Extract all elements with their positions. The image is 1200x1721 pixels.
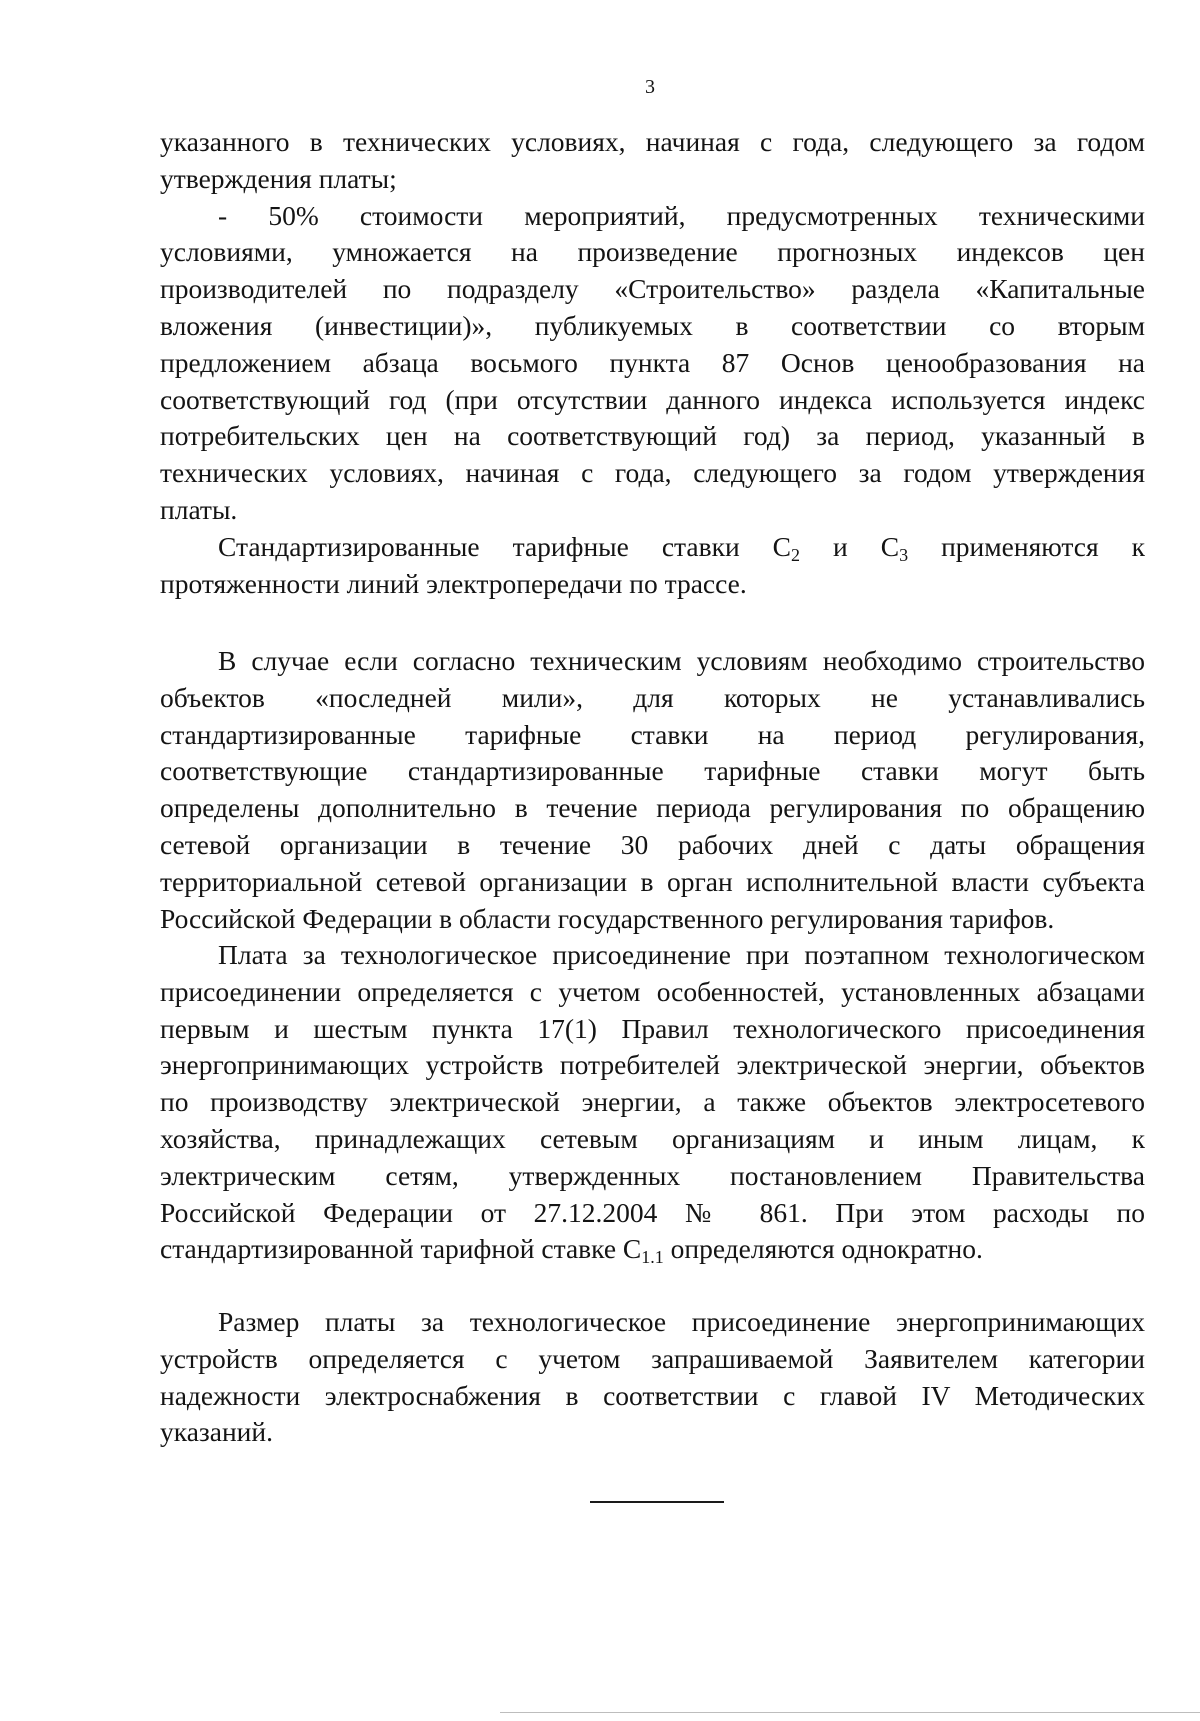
subscript: 1.1: [641, 1247, 664, 1268]
text-fragment: стандартизированной тарифной ставке С: [160, 1233, 642, 1265]
text-line: первым и шестым пункта 17(1) Правил технологического присоединения: [160, 1012, 1145, 1044]
paragraph-group-2: [160, 643, 1145, 937]
text-line: объектов «последней мили», для которых не устанавливались: [160, 681, 1145, 713]
text-line: потребительских цен на соответствующий год) за период, указанный в: [160, 420, 1145, 452]
text-line: утверждения платы;: [160, 162, 397, 194]
text-fragment: применяются к: [908, 530, 1145, 562]
paragraph-group-1: [160, 124, 1145, 602]
subscript: 3: [899, 544, 909, 565]
text-line: Российской Федерации в области государственного регулирования тарифов.: [160, 902, 1055, 934]
text-line: В случае если согласно техническим условиям необходимо строительство: [218, 645, 1145, 676]
text-fragment: определяются однократно.: [663, 1233, 983, 1265]
text-line: указаний.: [160, 1416, 273, 1448]
text-line: соответствующие стандартизированные тарифные ставки могут быть: [160, 755, 1145, 787]
text-line: энергопринимающих устройств потребителей электрической энергии, объектов: [160, 1049, 1145, 1081]
text-line: по производству электрической энергии, а также объектов электросетевого: [160, 1086, 1145, 1118]
text-line: технических условиях, начиная с года, следующего за годом утверждения: [160, 457, 1145, 489]
scan-edge-line: [500, 1712, 1200, 1713]
text-fragment: и С: [800, 530, 900, 562]
text-line: электрическим сетям, утвержденных постановлением Правительства: [160, 1159, 1145, 1191]
text-line: стандартизированные тарифные ставки на период регулирования,: [160, 718, 1145, 750]
text-fragment: Стандартизированные тарифные ставки С: [218, 530, 792, 562]
paragraph-group-4: [160, 1304, 1145, 1451]
text-line: устройств определяется с учетом запрашиваемой Заявителем категории: [160, 1342, 1145, 1374]
text-line: сетевой организации в течение 30 рабочих дней с даты обращения: [160, 828, 1145, 860]
text-line: производителей по подразделу «Строительство» раздела «Капитальные: [160, 273, 1145, 305]
paragraph-group-3: [160, 937, 1145, 1268]
text-line: Плата за технологическое присоединение при поэтапном технологическом: [218, 939, 1145, 970]
text-line: надежности электроснабжения в соответствии с главой IV Методических: [160, 1379, 1145, 1411]
text-line: протяженности линий электропередачи по трассе.: [160, 567, 747, 599]
text-line: платы.: [160, 493, 238, 525]
text-line: указанного в технических условиях, начиная с года, следующего за годом: [160, 126, 1145, 157]
text-line: [160, 529, 1145, 566]
text-line: - 50% стоимости мероприятий, предусмотренных техническими: [218, 199, 1145, 231]
subscript: 2: [791, 544, 801, 565]
text-line: территориальной сетевой организации в орган исполнительной власти субъекта: [160, 865, 1145, 897]
text-line: Российской Федерации от 27.12.2004 № 861. При этом расходы по: [160, 1196, 1145, 1228]
text-line: условиями, умножается на произведение прогнозных индексов цен: [160, 236, 1145, 268]
text-line: [160, 1231, 1145, 1268]
end-separator-line: [590, 1501, 724, 1503]
text-line: хозяйства, принадлежащих сетевым организациям и иным лицам, к: [160, 1122, 1145, 1154]
text-line: присоединении определяется с учетом особенностей, установленных абзацами: [160, 975, 1145, 1007]
text-line: соответствующий год (при отсутствии данного индекса используется индекс: [160, 383, 1145, 415]
text-line: определены дополнительно в течение периода регулирования по обращению: [160, 792, 1145, 824]
page-number: 3: [645, 76, 655, 98]
text-line: Размер платы за технологическое присоединение энергопринимающих: [218, 1306, 1145, 1337]
text-line: вложения (инвестиции)», публикуемых в соответствии со вторым: [160, 309, 1145, 341]
text-line: предложением абзаца восьмого пункта 87 Основ ценообразования на: [160, 346, 1145, 378]
